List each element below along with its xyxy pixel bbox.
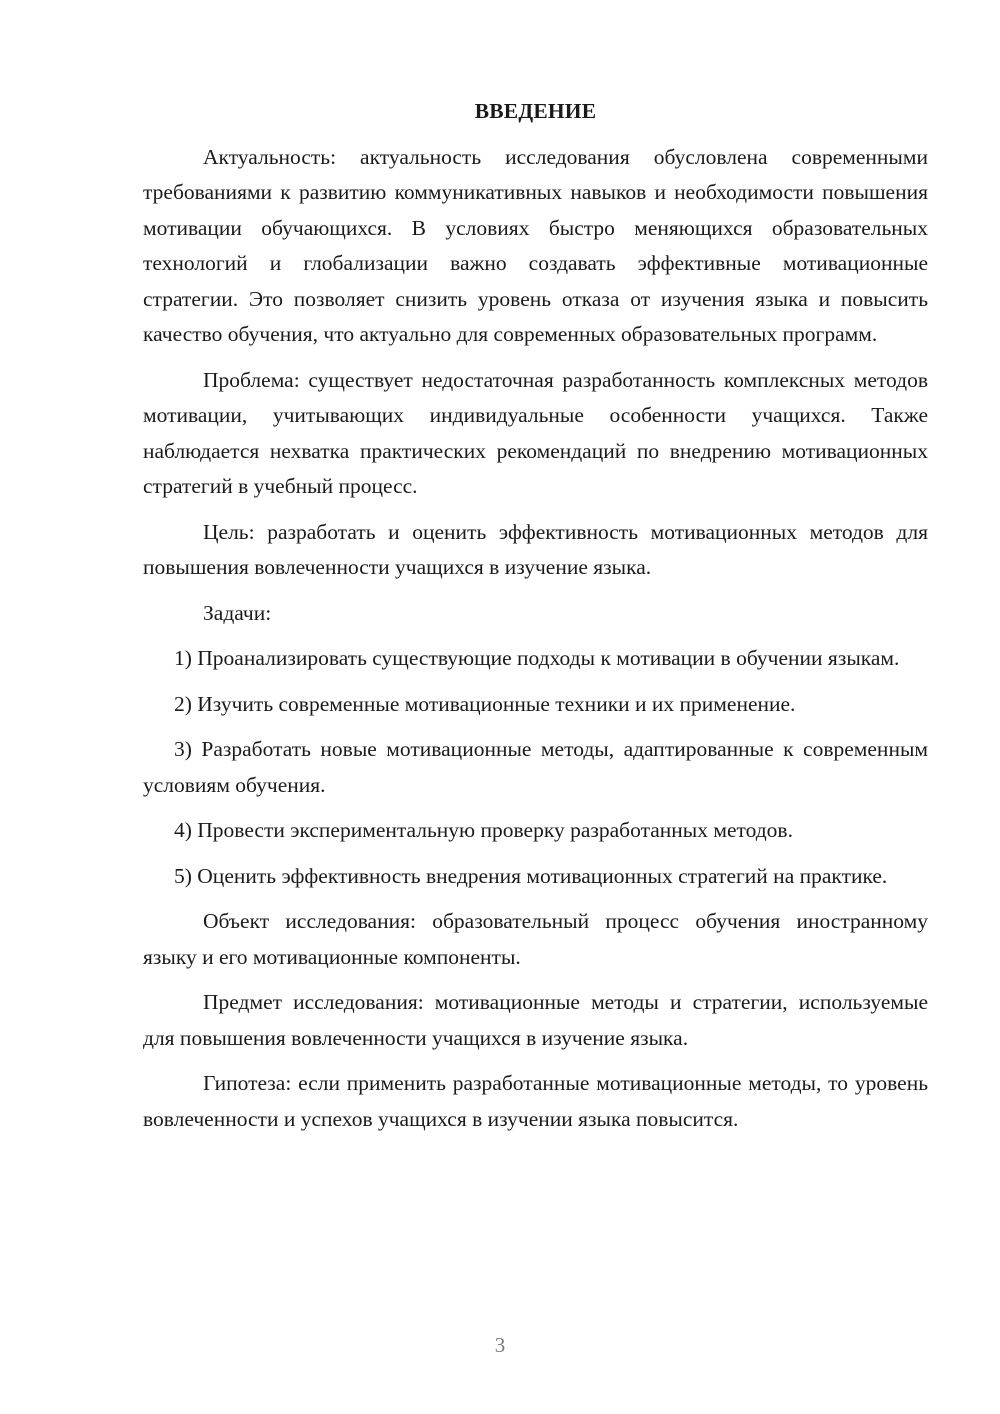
page-number: 3 [494,1333,506,1357]
paragraph-relevance: Актуальность: актуальность исследования обусловлена современными требованиями к развитию коммуникативных навыков и необходимости повышения мотивации обучающихся. В условиях быстро меняющихся образовательных технологий и глобализации важно создавать эффективные мотивационные стратегии. Это позволяет снизить уровень отказа от изучения языка и повысить качество обучения, что актуально для современных образовательных программ. [143,144,928,346]
paragraph-hypothesis: Гипотеза: если применить разработанные мотивационные методы, то уровень вовлеченности и успехов учащихся в изучении языка повысится. [143,1071,928,1131]
page-content [143,94,928,1147]
paragraph-subject: Предмет исследования: мотивационные методы и стратегии, используемые для повышения вовлеченности учащихся в изучение языка. [143,990,928,1050]
task-item-3: 3) Разработать новые мотивационные методы, адаптированные к современным условиям обучения. [143,737,928,797]
tasks-heading: Задачи: [203,600,272,625]
paragraph-problem: Проблема: существует недостаточная разработанность комплексных методов мотивации, учитывающих индивидуальные особенности учащихся. Также наблюдается нехватка практических рекомендаций по внедрению мотивационных стратегий в учебный процесс. [143,367,928,498]
task-item-1: 1) Проанализировать существующие подходы к мотивации в обучении языкам. [174,646,900,670]
paragraph-object: Объект исследования: образовательный процесс обучения иностранному языку и его мотивационные компоненты. [143,909,928,969]
section-title: ВВЕДЕНИЕ [474,99,597,123]
task-item-2: 2) Изучить современные мотивационные техники и их применение. [174,691,796,716]
paragraph-goal: Цель: разработать и оценить эффективность мотивационных методов для повышения вовлеченности учащихся в изучение языка. [143,519,928,579]
task-item-5: 5) Оценить эффективность внедрения мотивационных стратегий на практике. [174,863,888,888]
task-item-4: 4) Провести экспериментальную проверку разработанных методов. [174,818,793,842]
